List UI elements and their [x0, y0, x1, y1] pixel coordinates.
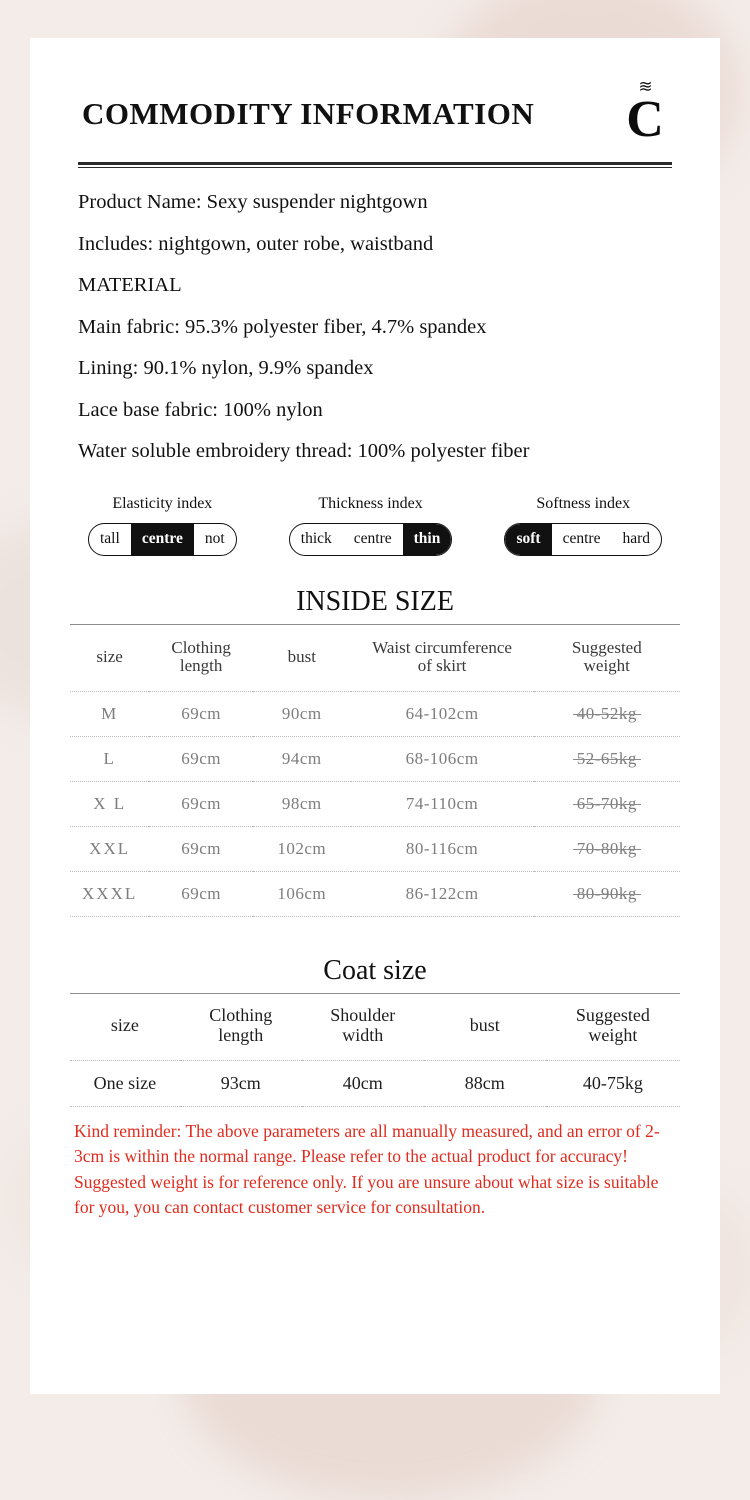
cell-weight: 70-80kg	[534, 827, 680, 872]
thickness-option-thin[interactable]: thin	[403, 524, 452, 555]
divider	[78, 162, 672, 168]
specification-list	[78, 182, 672, 473]
col-suggested-weight: Suggested weight	[546, 994, 680, 1061]
thickness-pill[interactable]	[289, 523, 453, 556]
cell-bust: 102cm	[253, 827, 351, 872]
thickness-option-centre[interactable]: centre	[353, 530, 392, 547]
cell-length: 93cm	[180, 1060, 302, 1106]
spec-line: Product Name: Sexy suspender nightgown	[78, 191, 428, 213]
index-label: Thickness index	[318, 494, 423, 512]
index-label: Softness index	[536, 494, 631, 512]
index-label: Elasticity index	[112, 494, 213, 512]
inside-size-title: INSIDE SIZE	[296, 585, 454, 617]
cell-size: M	[70, 692, 149, 737]
cell-length: 69cm	[149, 692, 253, 737]
cell-shoulder: 40cm	[302, 1060, 424, 1106]
cell-bust: 106cm	[253, 872, 351, 917]
index-meters	[88, 495, 662, 556]
cell-size: X L	[70, 782, 149, 827]
info-card	[30, 38, 720, 1394]
spec-line: Includes: nightgown, outer robe, waistband	[78, 232, 434, 255]
elasticity-index	[88, 495, 237, 556]
elasticity-option-centre[interactable]: centre	[131, 524, 194, 555]
cell-size: One size	[70, 1060, 180, 1106]
table-header-row	[70, 624, 680, 692]
col-size: size	[70, 994, 180, 1061]
cell-waist: 86-122cm	[351, 872, 534, 917]
spec-line: MATERIAL	[78, 274, 182, 296]
elasticity-option-not[interactable]: not	[204, 530, 225, 547]
thickness-option-thick[interactable]: thick	[300, 530, 332, 547]
inside-size-table	[70, 624, 680, 918]
softness-option-centre[interactable]: centre	[562, 530, 601, 547]
table-row	[70, 737, 680, 782]
elasticity-option-tall[interactable]: tall	[100, 530, 120, 547]
cell-length: 69cm	[149, 827, 253, 872]
col-bust: bust	[253, 624, 351, 692]
softness-option-soft[interactable]: soft	[505, 524, 551, 555]
table-row	[70, 827, 680, 872]
table-row	[70, 872, 680, 917]
cell-waist: 64-102cm	[351, 692, 534, 737]
col-bust: bust	[424, 994, 546, 1061]
table-row	[70, 692, 680, 737]
cell-size: XXL	[70, 827, 149, 872]
cell-bust: 88cm	[424, 1060, 546, 1106]
cell-weight: 80-90kg	[534, 872, 680, 917]
spec-line: Main fabric: 95.3% polyester fiber, 4.7% spandex	[78, 315, 487, 338]
cell-bust: 94cm	[253, 737, 351, 782]
col-size: size	[70, 624, 149, 692]
col-shoulder-width: Shoulder width	[302, 994, 424, 1061]
cell-length: 69cm	[149, 737, 253, 782]
logo-letter: C	[626, 91, 664, 148]
table-header-row	[70, 994, 680, 1061]
thickness-index	[289, 495, 453, 556]
spec-line: Water soluble embroidery thread: 100% polyester fiber	[78, 440, 530, 462]
cell-length: 69cm	[149, 782, 253, 827]
cell-size: XXXL	[70, 872, 149, 917]
cell-waist: 74-110cm	[351, 782, 534, 827]
col-waist: Waist circumference of skirt	[351, 624, 534, 692]
col-clothing-length: Clothing length	[180, 994, 302, 1061]
spec-line: Lace base fabric: 100% nylon	[78, 398, 323, 421]
kind-reminder-text: Kind reminder: The above parameters are all manually measured, and an error of 2-3cm is within the normal range. Please refer to the actual product for accuracy! Suggested weight is for reference only. If you are unsure about what size is suitable for you, you can contact customer service for consultation.	[74, 1120, 660, 1217]
table-row	[70, 1060, 680, 1106]
col-suggested-weight: Suggested weight	[534, 624, 680, 692]
cell-length: 69cm	[149, 872, 253, 917]
cell-bust: 90cm	[253, 692, 351, 737]
softness-index	[504, 495, 662, 556]
cell-weight: 40-75kg	[546, 1060, 680, 1106]
coat-size-title: Coat size	[323, 955, 427, 987]
softness-pill[interactable]	[504, 523, 662, 556]
cell-weight: 52-65kg	[534, 737, 680, 782]
elasticity-pill[interactable]	[88, 523, 237, 556]
col-clothing-length: Clothing length	[149, 624, 253, 692]
cell-weight: 65-70kg	[534, 782, 680, 827]
page-title: COMMODITY INFORMATION	[82, 96, 535, 131]
table-row	[70, 782, 680, 827]
waves-icon: ≋	[638, 77, 652, 96]
brand-logo	[610, 78, 680, 146]
cell-waist: 80-116cm	[351, 827, 534, 872]
softness-option-hard[interactable]: hard	[622, 530, 650, 547]
cell-size: L	[70, 737, 149, 782]
coat-size-table	[70, 993, 680, 1107]
header	[70, 72, 680, 146]
spec-line: Lining: 90.1% nylon, 9.9% spandex	[78, 357, 374, 379]
cell-weight: 40-52kg	[534, 692, 680, 737]
cell-waist: 68-106cm	[351, 737, 534, 782]
cell-bust: 98cm	[253, 782, 351, 827]
